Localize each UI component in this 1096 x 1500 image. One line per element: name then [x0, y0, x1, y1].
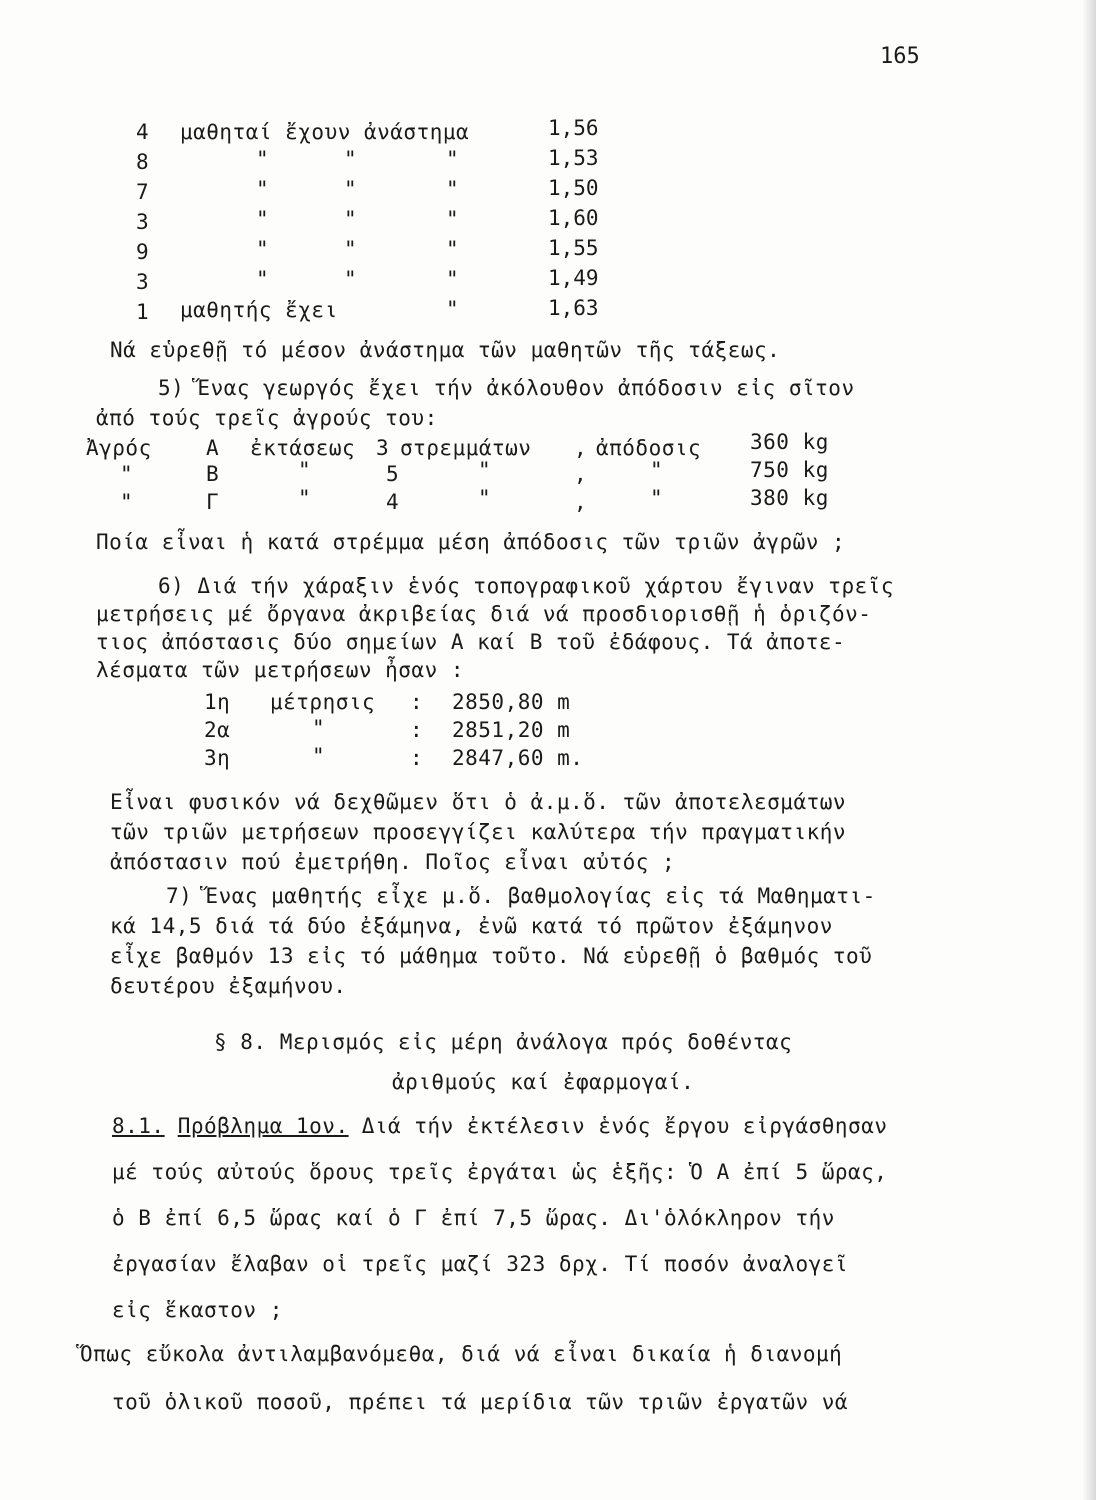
- comma: ,: [574, 436, 588, 460]
- measurement-value: 2850,80 m: [452, 690, 571, 714]
- field-letter: Α: [206, 436, 220, 460]
- ditto: ": [256, 237, 270, 261]
- field-name: ": [120, 462, 134, 486]
- height-value: 1,50: [548, 176, 599, 200]
- field-area: 4: [386, 490, 400, 514]
- yield-label: ": [650, 458, 664, 482]
- problem-8-1-line: ἐργασίαν ἔλαβαν οἱ τρεῖς μαζί 323 δρχ. Τί ποσόν ἀναλογεῖ: [112, 1252, 849, 1276]
- problem-6-line: μετρήσεις μέ ὄργανα ἀκριβείας διά νά προσδιορισθῇ ἡ ὁριζόν-: [96, 602, 872, 626]
- field-extent-label: ": [298, 458, 312, 482]
- count: 3: [136, 270, 149, 294]
- count: 9: [136, 240, 149, 264]
- ditto: ": [344, 267, 358, 291]
- yield-value: 750 kg: [750, 458, 829, 482]
- problem-6-line: 6) Διά τήν χάραξιν ἑνός τοπογραφικοῦ χάρτου ἔγιναν τρεῖς: [158, 574, 895, 598]
- measurement-value: 2851,20 m: [452, 718, 571, 742]
- field-name: ": [120, 490, 134, 514]
- row-label: μαθηταί ἔχουν ἀνάστημα: [180, 120, 470, 144]
- question-text: Ποία εἶναι ἡ κατά στρέμμα μέση ἀπόδοσις τῶν τριῶν ἀγρῶν ;: [96, 530, 846, 554]
- row-label: μαθητής ἔχει: [180, 298, 338, 322]
- ditto: ": [344, 177, 358, 201]
- ditto: ": [256, 207, 270, 231]
- measurement-label: 3η: [204, 746, 231, 770]
- problem-8-1-line: μέ τούς αὐτούς ὅρους τρεῖς ἐργάται ὡς ἑξῆς: Ὁ Α ἐπί 5 ὥρας,: [112, 1160, 888, 1184]
- ditto: ": [446, 267, 460, 291]
- field-name: Ἀγρός: [86, 436, 152, 460]
- ditto: ": [446, 297, 460, 321]
- yield-value: 380 kg: [750, 486, 829, 510]
- height-value: 1,53: [548, 146, 599, 170]
- ditto: ": [446, 207, 460, 231]
- problem-7-line: 7) Ἕνας μαθητής εἶχε μ.ὅ. βαθμολογίας εἰς τά Μαθηματι-: [166, 884, 876, 908]
- problem-title: Πρόβλημα 1ον.: [177, 1114, 349, 1138]
- field-unit: ": [478, 458, 492, 482]
- measurement-word: μέτρησις: [270, 690, 376, 714]
- comma: ,: [574, 490, 588, 514]
- problem-5-line: 5) Ἕνας γεωργός ἔχει τήν ἀκόλουθον ἀπόδοσιν εἰς σῖτον: [158, 376, 855, 400]
- colon: :: [410, 746, 424, 770]
- question-text: Νά εὑρεθῇ τό μέσον ἀνάστημα τῶν μαθητῶν τῆς τάξεως.: [110, 338, 781, 362]
- height-value: 1,56: [548, 116, 599, 140]
- problem-7-line: εἶχε βαθμόν 13 εἰς τό μάθημα τοῦτο. Νά εὑρεθῇ ὁ βαθμός τοῦ: [110, 944, 873, 968]
- problem-6-line: τιος ἀπόστασις δύο σημείων Α καί Β τοῦ ἐδάφους. Τά ἀποτε-: [96, 630, 846, 654]
- count: 3: [136, 210, 149, 234]
- field-extent-label: ": [298, 486, 312, 510]
- count: 4: [136, 120, 149, 144]
- ditto: ": [344, 237, 358, 261]
- yield-label: ": [650, 486, 664, 510]
- ditto: ": [256, 177, 270, 201]
- height-value: 1,49: [548, 266, 599, 290]
- closing-line: ἀπόστασιν πού ἐμετρήθη. Ποῖος εἶναι αὐτός ;: [110, 850, 676, 874]
- section-heading-continued: ἀριθμούς καί ἐφαρμογαί.: [392, 1070, 695, 1094]
- height-value: 1,60: [548, 206, 599, 230]
- problem-8-1-line: Ὅπως εὔκολα ἀντιλαμβανόμεθα, διά νά εἶναι δικαία ἡ διανομή: [80, 1342, 843, 1366]
- ditto: ": [446, 237, 460, 261]
- page-edge-shadow: [1082, 0, 1096, 1500]
- yield-value: 360 kg: [750, 430, 829, 454]
- problem-8-1-line: τοῦ ὁλικοῦ ποσοῦ, πρέπει τά μερίδια τῶν τριῶν ἐργατῶν νά: [112, 1390, 849, 1414]
- ditto: ": [256, 147, 270, 171]
- problem-8-1-line: εἰς ἕκαστον ;: [112, 1298, 283, 1322]
- closing-line: Εἶναι φυσικόν νά δεχθῶμεν ὅτι ὁ ἀ.μ.ὅ. τῶν ἀποτελεσμάτων: [110, 790, 847, 814]
- field-area: 3: [376, 436, 390, 460]
- height-value: 1,63: [548, 296, 599, 320]
- measurement-word: ": [312, 716, 326, 740]
- count: 1: [136, 300, 149, 324]
- measurement-label: 1η: [204, 690, 231, 714]
- yield-label: ἀπόδοσις: [596, 436, 702, 460]
- count: 8: [136, 150, 149, 174]
- problem-7-line: κά 14,5 διά τά δύο ἐξάμηνα, ἐνῶ κατά τό πρῶτον ἐξάμηνον: [110, 914, 833, 938]
- field-letter: Β: [206, 462, 220, 486]
- closing-line: τῶν τριῶν μετρήσεων προσεγγίζει καλύτερα τήν πραγματικήν: [110, 820, 847, 844]
- field-letter: Γ: [206, 490, 220, 514]
- measurement-value: 2847,60 m.: [452, 746, 584, 770]
- problem-text: Διά τήν ἐκτέλεσιν ἑνός ἔργου εἰργάσθησαν: [361, 1114, 888, 1138]
- ditto: ": [344, 207, 358, 231]
- colon: :: [410, 718, 424, 742]
- section-heading: § 8. Μερισμός εἰς μέρη ἀνάλογα πρός δοθέντας: [214, 1030, 793, 1054]
- height-value: 1,55: [548, 236, 599, 260]
- ditto: ": [344, 147, 358, 171]
- field-area: 5: [386, 462, 400, 486]
- ditto: ": [256, 267, 270, 291]
- problem-8-1-line: ὁ Β ἐπί 6,5 ὥρας καί ὁ Γ ἐπί 7,5 ὥρας. Δι'ὁλόκληρον τήν: [112, 1206, 835, 1230]
- ditto: ": [446, 177, 460, 201]
- ditto: ": [446, 147, 460, 171]
- measurement-word: ": [312, 744, 326, 768]
- problem-5-line: ἀπό τούς τρεῖς ἀγρούς του:: [96, 406, 438, 430]
- field-unit: ": [478, 486, 492, 510]
- problem-8-1-first-line: [112, 1114, 888, 1138]
- page-number: 165: [880, 44, 920, 69]
- comma: ,: [574, 462, 588, 486]
- field-extent-label: ἐκτάσεως: [250, 436, 356, 460]
- problem-number: 8.1.: [112, 1114, 165, 1138]
- measurement-label: 2α: [204, 718, 231, 742]
- field-unit: στρεμμάτων: [400, 436, 532, 460]
- colon: :: [410, 690, 424, 714]
- count: 7: [136, 180, 149, 204]
- problem-7-line: δευτέρου ἐξαμήνου.: [110, 974, 347, 998]
- problem-6-line: λέσματα τῶν μετρήσεων ἦσαν :: [96, 658, 465, 682]
